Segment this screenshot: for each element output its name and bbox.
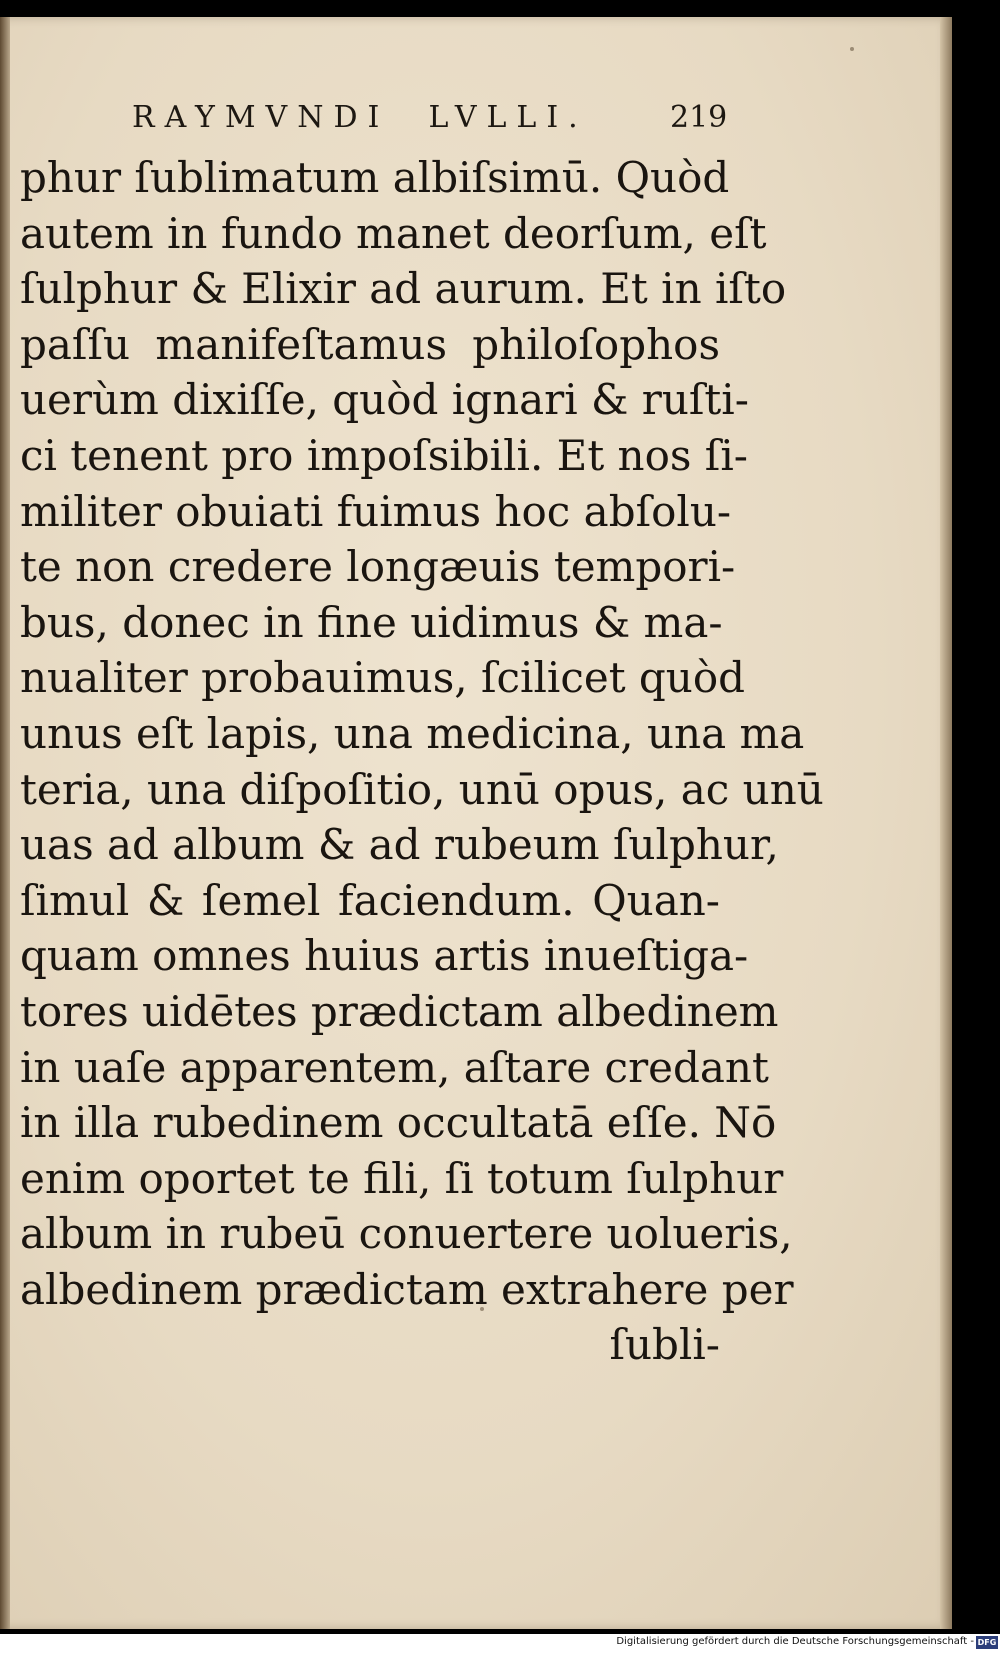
text-line: in illa rubedinem occultatā eſſe. Nō: [20, 1098, 777, 1148]
text-line: quam omnes huius artis inueſtiga-: [20, 931, 749, 981]
text-line: uerùm dixiſſe, quòd ignari & ruſti-: [20, 375, 749, 425]
page-number: 219: [670, 100, 728, 135]
text-line: bus, donec in fine uidimus & ma-: [20, 597, 723, 647]
text-line: teria, una diſpoſitio, unū opus, ac unū: [20, 764, 824, 814]
text-line: ſulphur & Elixir ad aurum. Et in iſto: [20, 264, 787, 314]
page-header: [0, 100, 952, 140]
body-text: [20, 150, 824, 1373]
text-line: phur ſublimatum albiſsimū. Quòd: [20, 153, 730, 202]
catchword: ſubli-: [609, 1320, 720, 1370]
digitization-footer: [0, 1634, 1000, 1653]
text-line: nualiter probauimus, ſcilicet quòd: [20, 653, 746, 703]
text-line: paſſu manifeſtamus philoſophos: [20, 319, 720, 369]
page-gutter-edge: [0, 17, 10, 1629]
text-line: tores uidētes prædictam albedinem: [20, 986, 779, 1036]
text-line: enim oportet te fili, ſi totum ſulphur: [20, 1153, 784, 1203]
funding-credit: Digitalisierung gefördert durch die Deutsche Forschungsgemeinschaft -: [616, 1636, 974, 1647]
text-line: albedinem prædictam extrahere per: [20, 1264, 794, 1314]
text-line: autem in fundo manet deorſum, eſt: [20, 208, 767, 258]
text-line: te non credere longæuis tempori-: [20, 542, 736, 592]
text-line: album in rubeū conuertere uolueris,: [20, 1209, 793, 1259]
text-line: ci tenent pro impoſsibili. Et nos ſi-: [20, 430, 748, 480]
running-title: RAYMVNDI LVLLI.: [132, 100, 588, 135]
text-line: ſimul & ſemel faciendum. Quan-: [20, 875, 720, 925]
paper-speck: [850, 47, 854, 51]
page-fore-edge: [940, 17, 952, 1629]
dfg-logo: DFG: [977, 1638, 997, 1647]
text-line: militer obuiati fuimus hoc abſolu-: [20, 486, 732, 536]
text-line: unus eſt lapis, una medicina, una ma: [20, 708, 805, 758]
text-line: in uaſe apparentem, aſtare credant: [20, 1042, 769, 1092]
text-line: uas ad album & ad rubeum ſulphur,: [20, 820, 779, 870]
